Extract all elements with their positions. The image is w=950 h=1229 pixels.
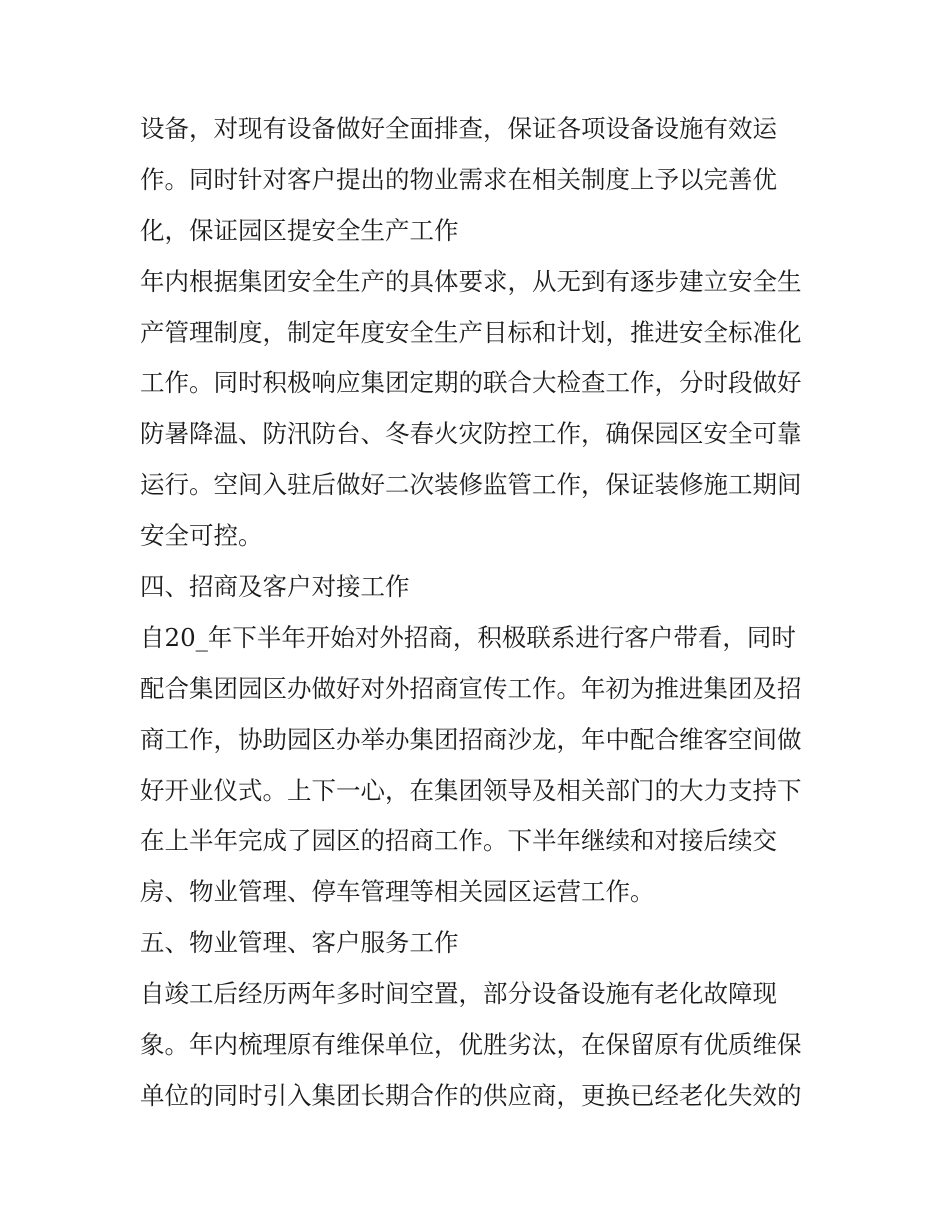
text-line: 年内根据集团安全生产的具体要求，从无到有逐步建立安全生 <box>140 266 802 296</box>
text-line: 化，保证园区提安全生产工作 <box>140 215 459 245</box>
text-line: 配合集团园区办做好对外招商宣传工作。年初为推进集团及招 <box>140 673 802 703</box>
document-body <box>140 104 830 1122</box>
section-heading: 五、物业管理、客户服务工作 <box>140 928 459 958</box>
text-line: 作。同时针对客户提出的物业需求在相关制度上予以完善优 <box>140 164 777 194</box>
text-line: 象。年内梳理原有维保单位，优胜劣汰，在保留原有优质维保 <box>140 1030 802 1060</box>
text-line: 运行。空间入驻后做好二次装修监管工作，保证装修施工期间 <box>140 470 802 500</box>
text-line: 设备，对现有设备做好全面排查，保证各项设备设施有效运 <box>140 114 777 143</box>
text-line: 自竣工后经历两年多时间空置，部分设备设施有老化故障现 <box>140 979 777 1009</box>
text-line: 安全可控。 <box>140 521 263 551</box>
text-line: 商工作，协助园区办举办集团招商沙龙，年中配合维客空间做 <box>140 724 802 754</box>
text-line: 房、物业管理、停车管理等相关园区运营工作。 <box>140 877 655 907</box>
section-heading: 四、招商及客户对接工作 <box>140 572 410 602</box>
text-line: 工作。同时积极响应集团定期的联合大检查工作，分时段做好 <box>140 368 802 398</box>
text-line: 单位的同时引入集团长期合作的供应商，更换已经老化失效的 <box>140 1080 802 1110</box>
text-line: 防暑降温、防汛防台、冬春火灾防控工作，确保园区安全可靠 <box>140 419 802 449</box>
text-line: 自20_年下半年开始对外招商，积极联系进行客户带看，同时 <box>140 622 796 652</box>
text-line: 产管理制度，制定年度安全生产目标和计划，推进安全标准化 <box>140 317 802 347</box>
text-line: 好开业仪式。上下一心，在集团领导及相关部门的大力支持下 <box>140 775 802 805</box>
text-line: 在上半年完成了园区的招商工作。下半年继续和对接后续交 <box>140 826 777 856</box>
